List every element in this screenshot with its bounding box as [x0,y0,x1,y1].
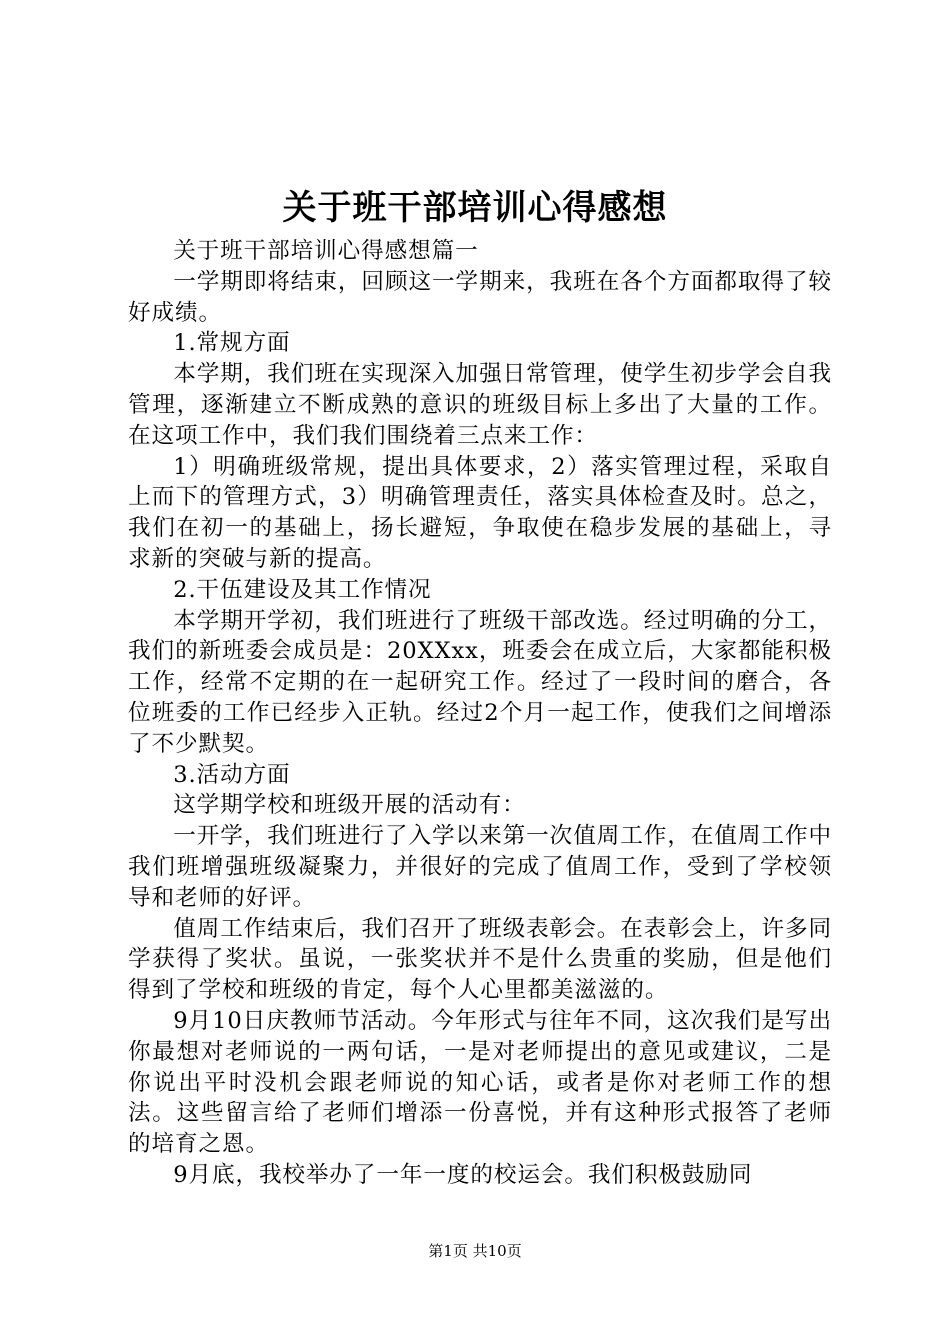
paragraph-section-heading: 关于班干部培训心得感想篇一 [173,238,479,264]
paragraph-intro: 一学期即将结束，回顾这一学期来，我班在各个方面都取得了较好成绩。 [128,268,832,326]
page-number: 第1页 共10页 [428,1242,522,1260]
paragraph-activities-intro: 这学期学校和班级开展的活动有： [173,792,526,819]
paragraph-sports-meet: 9月底，我校举办了一年一度的校运会。我们积极鼓励同 [173,1161,753,1188]
paragraph-heading-activities: 3.活动方面 [173,761,291,788]
paragraph-routine: 本学期，我们班在实现深入加强日常管理，使学生初步学会自我管理，逐渐建立不断成熟的意识的班级目标上多出了大量的工作。在这项工作中，我们我们围绕着三点来工作： [128,361,832,449]
paragraph-commendation: 值周工作结束后，我们召开了班级表彰会。在表彰会上，许多同学获得了奖状。虽说，一张奖状并不是什么贵重的奖励，但是他们得到了学校和班级的肯定，每个人心里都美滋滋的。 [128,915,832,1004]
document-title: 关于班干部培训心得感想 [282,188,668,228]
paragraph-cadre: 本学期开学初，我们班进行了班级干部改选。经过明确的分工，我们的新班委会成员是：20XXxx，班委会在成立后，大家都能积极工作，经常不定期的在一起研究工作。经过了一段时间的磨合，各位班委的工作已经步入正轨。经过2个月一起工作，使我们之间增添了不少默契。 [128,607,832,757]
paragraph-duty-week: 一开学，我们班进行了入学以来第一次值周工作，在值周工作中我们班增强班级凝聚力，并很好的完成了值周工作，受到了学校领导和老师的好评。 [128,823,832,911]
paragraph-heading-routine: 1.常规方面 [173,330,291,357]
paragraph-routine-points: 1）明确班级常规，提出具体要求，2）落实管理过程，采取自上而下的管理方式，3）明确管理责任，落实具体检查及时。总之，我们在初一的基础上，扬长避短，争取使在稳步发展的基础上，寻求新的突破与新的提高。 [128,453,832,572]
document-body [128,236,832,1191]
paragraph-teachers-day: 9月10日庆教师节活动。今年形式与往年不同，这次我们是写出你最想对老师说的一两句话，一是对老师提出的意见或建议，二是你说出平时没机会跟老师说的知心话，或者是你对老师工作的想法。这些留言给了老师们增添一份喜悦，并有这种形式报答了老师的培育之恩。 [128,1007,832,1158]
paragraph-heading-cadre: 2.干伍建设及其工作情况 [173,576,432,603]
